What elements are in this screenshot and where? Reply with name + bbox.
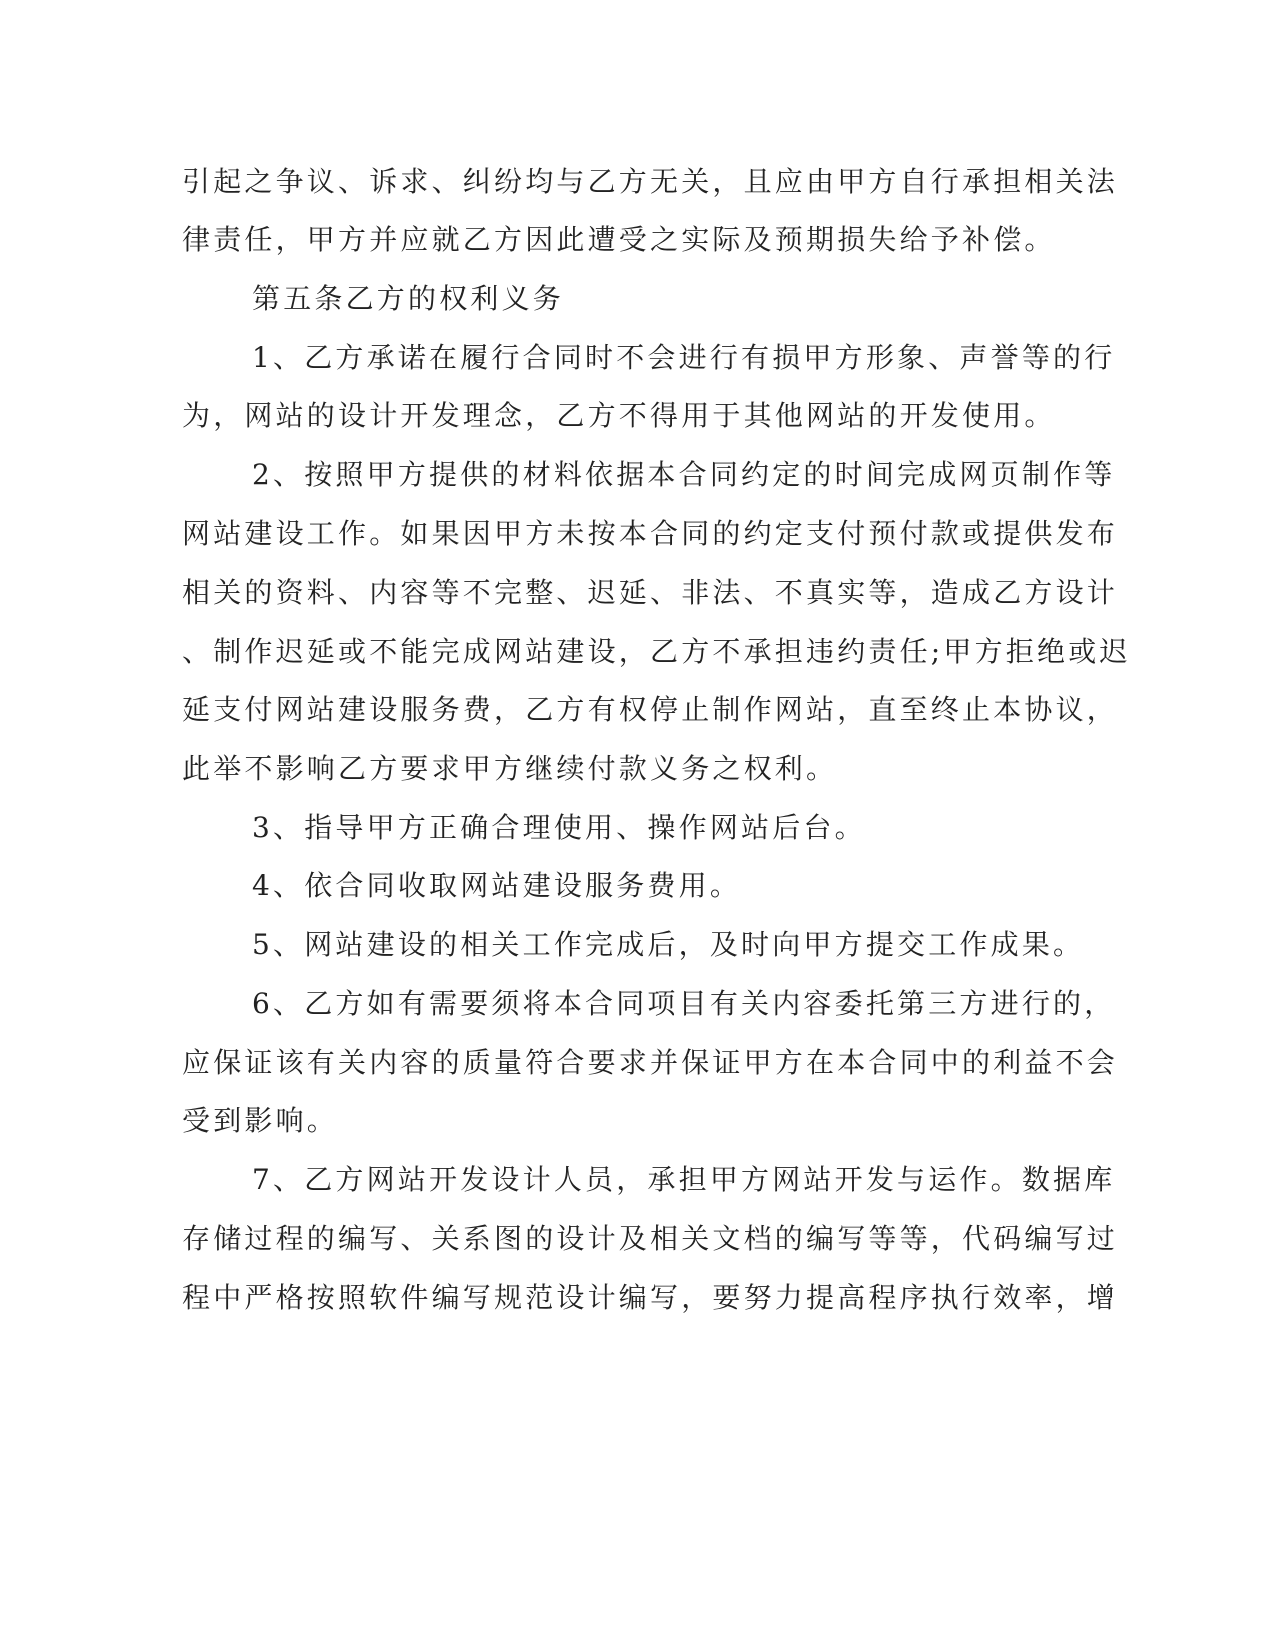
paragraph-line: 受到影响。 [182,1104,339,1137]
paragraph-line: 存储过程的编写、关系图的设计及相关文档的编写等等，代码编写过 [182,1222,1119,1255]
paragraph-line: 程中严格按照软件编写规范设计编写，要努力提高程序执行效率，增 [182,1281,1119,1314]
paragraph-line: 5、网站建设的相关工作完成后，及时向甲方提交工作成果。 [252,928,1085,961]
paragraph-line: 2、按照甲方提供的材料依据本合同约定的时间完成网页制作等 [252,458,1116,491]
paragraph-line: 6、乙方如有需要须将本合同项目有关内容委托第三方进行的， [252,987,1116,1020]
paragraph-line: 应保证该有关内容的质量符合要求并保证甲方在本合同中的利益不会 [182,1046,1119,1079]
paragraph-line: 为，网站的设计开发理念，乙方不得用于其他网站的开发使用。 [182,399,1056,432]
paragraph-line: 延支付网站建设服务费，乙方有权停止制作网站，直至终止本协议， [182,693,1119,726]
paragraph-line: 、制作迟延或不能完成网站建设，乙方不承担违约责任;甲方拒绝或迟 [182,635,1131,668]
paragraph-line: 1、乙方承诺在履行合同时不会进行有损甲方形象、声誉等的行 [252,341,1116,374]
paragraph-line: 4、依合同收取网站建设服务费用。 [252,869,742,902]
section-heading: 第五条乙方的权利义务 [252,282,565,315]
paragraph-line: 3、指导甲方正确合理使用、操作网站后台。 [252,811,866,844]
paragraph-line: 引起之争议、诉求、纠纷均与乙方无关，且应由甲方自行承担相关法 [182,165,1119,198]
paragraph-line: 此举不影响乙方要求甲方继续付款义务之权利。 [182,752,838,785]
paragraph-line: 律责任，甲方并应就乙方因此遭受之实际及预期损失给予补偿。 [182,223,1056,256]
paragraph-line: 7、乙方网站开发设计人员，承担甲方网站开发与运作。数据库 [252,1163,1116,1196]
paragraph-line: 相关的资料、内容等不完整、迟延、非法、不真实等，造成乙方设计 [182,576,1119,609]
paragraph-line: 网站建设工作。如果因甲方未按本合同的约定支付预付款或提供发布 [182,517,1119,550]
